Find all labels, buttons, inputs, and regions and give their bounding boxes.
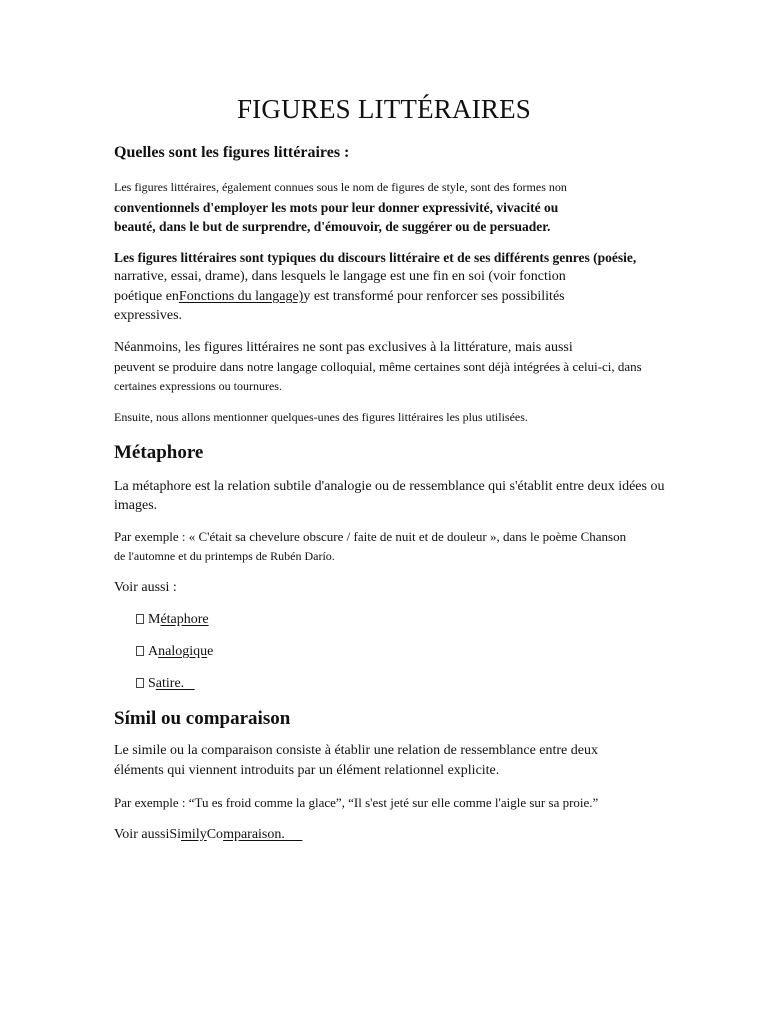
intro-paragraph-3-line-3: certaines expressions ou tournures. xyxy=(114,379,282,393)
intro-paragraph-1-line-3: beauté, dans le but de surprendre, d'émouvoir, de suggérer ou de persuader. xyxy=(114,219,551,234)
page-title: FIGURES LITTÉRAIRES xyxy=(236,94,532,124)
intro-heading: Quelles sont les figures littéraires : xyxy=(114,144,350,161)
checkbox-bullet-icon xyxy=(136,646,144,656)
metaphore-see-also: Voir aussi : xyxy=(114,580,177,595)
see-also-item-analogique[interactable] xyxy=(136,644,213,660)
see-also-item-text: A xyxy=(148,644,159,659)
metaphore-link[interactable]: étaphore xyxy=(160,612,209,627)
fonctions-du-langage-link[interactable]: Fonctions du langage) xyxy=(178,289,304,304)
simile-heading: Símil ou comparaison xyxy=(114,708,291,729)
see-also-item-satire[interactable] xyxy=(136,676,195,692)
metaphore-paragraph-1-line-2: images. xyxy=(114,498,158,513)
intro-paragraph-1-line-2: conventionnels d'employer les mots pour leur donner expressivité, vivacité ou xyxy=(114,200,559,215)
see-also-item-text: M xyxy=(148,612,161,627)
simile-paragraph-1-line-2: éléments qui viennent introduits par un élément relationnel explicite. xyxy=(114,763,500,778)
intro-paragraph-2-line-3 xyxy=(114,289,679,305)
intro-paragraph-3-line-2: peuvent se produire dans notre langage colloquial, même certaines sont déjà intégrées à celui-ci, dans xyxy=(114,359,642,374)
simile-see-also xyxy=(114,827,679,843)
checkbox-bullet-icon xyxy=(136,678,144,688)
intro-paragraph-1-line-1: Les figures littéraires, également connues sous le nom de figures de style, sont des formes non xyxy=(114,180,567,194)
intro-paragraph-2-line-1: Les figures littéraires sont typiques du discours littéraire et de ses différents genres (poésie, xyxy=(114,250,637,265)
comparaison-link[interactable]: mparaison. xyxy=(223,827,303,842)
simile-see-also-text: Voir aussiSi xyxy=(114,827,182,842)
metaphore-paragraph-2-line-2: de l'automne et du printemps de Rubén Darío. xyxy=(114,549,335,563)
intro-paragraph-3-line-1: Néanmoins, les figures littéraires ne sont pas exclusives à la littérature, mais aussi xyxy=(114,340,573,355)
intro-paragraph-2-line-2: narrative, essai, drame), dans lesquels le langage est une fin en soi (voir fonction xyxy=(114,269,566,284)
see-also-item-text: S xyxy=(148,676,156,691)
simile-paragraph-2: Par exemple : “Tu es froid comme la glace”, “Il s'est jeté sur elle comme l'aigle sur sa proie.” xyxy=(114,795,599,810)
satire-link[interactable]: atire. xyxy=(155,676,195,691)
intro-paragraph-2-text: poétique en xyxy=(114,289,179,304)
analogique-link[interactable]: nalogiqu xyxy=(158,644,208,659)
see-also-item-metaphore[interactable] xyxy=(136,612,209,628)
checkbox-bullet-icon xyxy=(136,614,144,624)
simily-link[interactable]: mily xyxy=(181,827,207,842)
see-also-item-text: e xyxy=(207,644,214,659)
metaphore-paragraph-1-line-1: La métaphore est la relation subtile d'analogie ou de ressemblance qui s'établit entre deux idées ou xyxy=(114,479,665,494)
intro-paragraph-4: Ensuite, nous allons mentionner quelques-unes des figures littéraires les plus utilisées. xyxy=(114,410,528,424)
simile-paragraph-1-line-1: Le simile ou la comparaison consiste à établir une relation de ressemblance entre deux xyxy=(114,743,598,758)
metaphore-paragraph-2-line-1: Par exemple : « C'était sa chevelure obscure / faite de nuit et de douleur », dans le poème Chanson xyxy=(114,529,627,544)
metaphore-heading: Métaphore xyxy=(114,442,204,463)
intro-paragraph-2-text-tail: y est transformé pour renforcer ses possibilités xyxy=(303,289,565,304)
intro-paragraph-2-line-4: expressives. xyxy=(114,308,183,323)
simile-see-also-text-mid: Co xyxy=(206,827,224,842)
